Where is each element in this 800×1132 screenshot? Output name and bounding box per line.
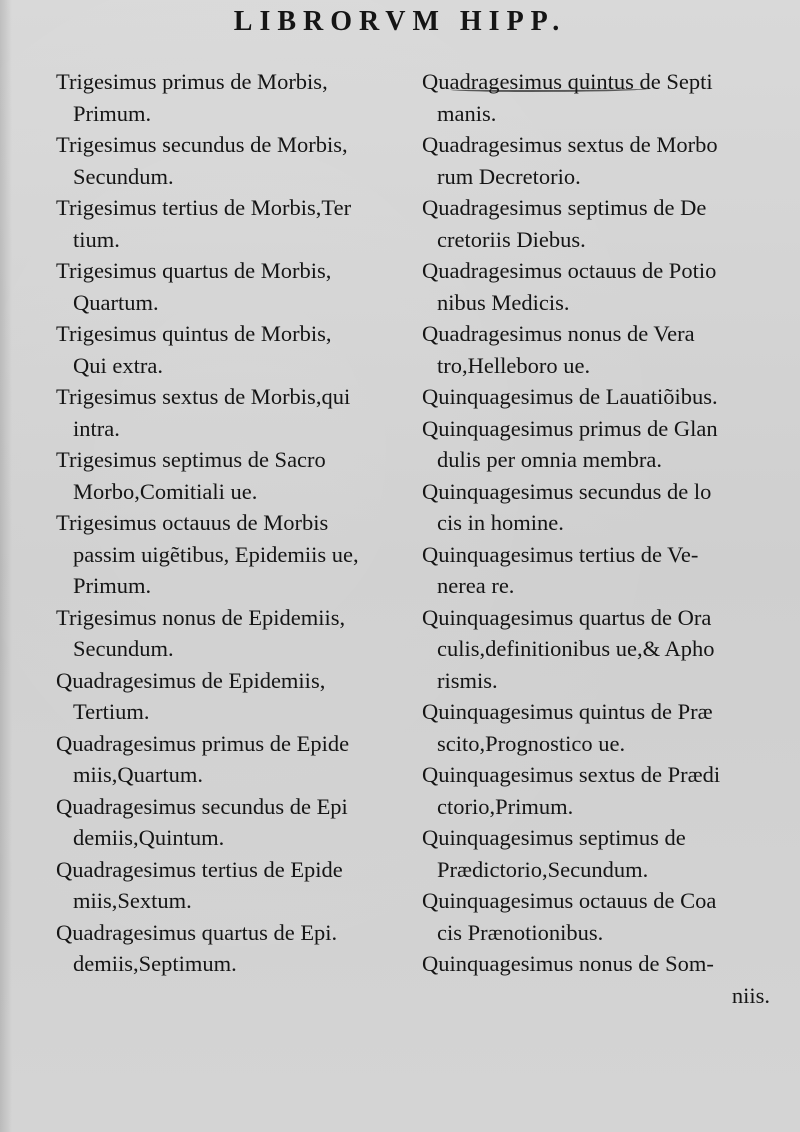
left-column-line: Qui extra. [73, 352, 163, 378]
left-column [56, 66, 422, 1011]
left-column-line: Trigesimus primus de Morbis, [56, 69, 328, 94]
left-column-line: miis,Quartum. [73, 762, 203, 787]
right-column-line: nibus Medicis. [437, 289, 570, 315]
right-column-line: Quinquagesimus sextus de Prædi [422, 762, 721, 787]
left-column-line: Tertium. [73, 699, 150, 724]
left-column-line: Trigesimus secundus de Morbis, [56, 132, 348, 157]
right-column-line: niis. [731, 982, 770, 1008]
right-column-line: tro,Helleboro ue. [437, 352, 591, 378]
right-column-line: Quinquagesimus secundus de lo [422, 478, 712, 504]
left-column-line: Morbo,Comitiali ue. [73, 478, 258, 504]
left-column-line: Trigesimus septimus de Sacro [56, 447, 326, 472]
right-column-line: Quinquagesimus quartus de Ora [422, 604, 712, 630]
right-column-line: Quinquagesimus quintus de Præ [422, 699, 713, 724]
left-column-line: Quadragesimus quartus de Epi. [56, 919, 338, 945]
right-column-line: Quadragesimus sextus de Morbo [422, 132, 718, 157]
right-column-line: Quinquagesimus septimus de [422, 825, 686, 850]
right-column-line: cis Prænotionibus. [437, 919, 604, 945]
right-column-line: scito,Prognostico ue. [437, 730, 626, 756]
left-column-line: Quadragesimus primus de Epide [56, 730, 350, 756]
left-column-line: Primum. [73, 100, 152, 126]
right-column-line: Quadragesimus quintus de Septi [422, 69, 713, 94]
right-column-line: Quinquagesimus primus de Glan [422, 415, 718, 441]
right-column-line: Quadragesimus nonus de Vera [422, 321, 695, 346]
right-column-line: Quinquagesimus de Lauatiõibus. [422, 384, 718, 409]
left-column-line: Secundum. [73, 163, 174, 189]
left-column-line: Quartum. [73, 289, 159, 315]
right-column-line: rismis. [437, 667, 498, 693]
right-column-line: ctorio,Primum. [437, 793, 574, 819]
right-column-line: manis. [437, 100, 497, 126]
left-column-line: miis,Sextum. [73, 888, 192, 913]
left-column-line: Trigesimus quintus de Morbis, [56, 321, 332, 346]
right-column-line: dulis per omnia membra. [437, 447, 662, 472]
left-column-line: Quadragesimus de Epidemiis, [56, 667, 326, 693]
left-column-line: Trigesimus octauus de Morbis [56, 510, 329, 535]
left-column-line: Quadragesimus secundus de Epi [56, 793, 348, 819]
left-column-line: Trigesimus sextus de Morbis,qui [56, 384, 351, 409]
gutter-shadow [0, 0, 12, 1132]
left-column-line: demiis,Septimum. [73, 951, 237, 976]
right-column-line: Quinquagesimus octauus de Coa [422, 888, 717, 913]
right-column-line: cretoriis Diebus. [437, 226, 586, 252]
left-column-line: Secundum. [73, 636, 174, 661]
right-column-line: nerea re. [437, 573, 515, 598]
right-column-line: Quinquagesimus nonus de Som- [422, 951, 714, 976]
left-column-line: Trigesimus quartus de Morbis, [56, 258, 332, 283]
right-column-line: Prædictorio,Secundum. [437, 856, 649, 882]
left-column-line: passim uigẽtibus, Epidemiis ue, [73, 541, 359, 567]
right-column [422, 66, 770, 1011]
right-column-line: Quinquagesimus tertius de Ve- [422, 541, 699, 567]
left-column-line: Primum. [73, 573, 152, 598]
right-column-line: culis,definitionibus ue,& Apho [437, 636, 715, 661]
left-column-line: Trigesimus nonus de Epidemiis, [56, 604, 346, 630]
left-column-line: intra. [73, 415, 120, 441]
right-column-line: rum Decretorio. [437, 163, 581, 189]
left-column-line: Trigesimus tertius de Morbis,Ter [56, 195, 352, 220]
left-column-line: demiis,Quintum. [73, 825, 225, 850]
running-head: LIBRORVM HIPP. [233, 6, 567, 37]
right-column-line: Quadragesimus octauus de Potio [422, 258, 717, 283]
right-column-line: Quadragesimus septimus de De [422, 195, 707, 220]
left-column-line: tium. [73, 226, 120, 252]
right-column-line: cis in homine. [437, 510, 564, 535]
text-columns [56, 66, 770, 1011]
left-column-line: Quadragesimus tertius de Epide [56, 856, 343, 882]
